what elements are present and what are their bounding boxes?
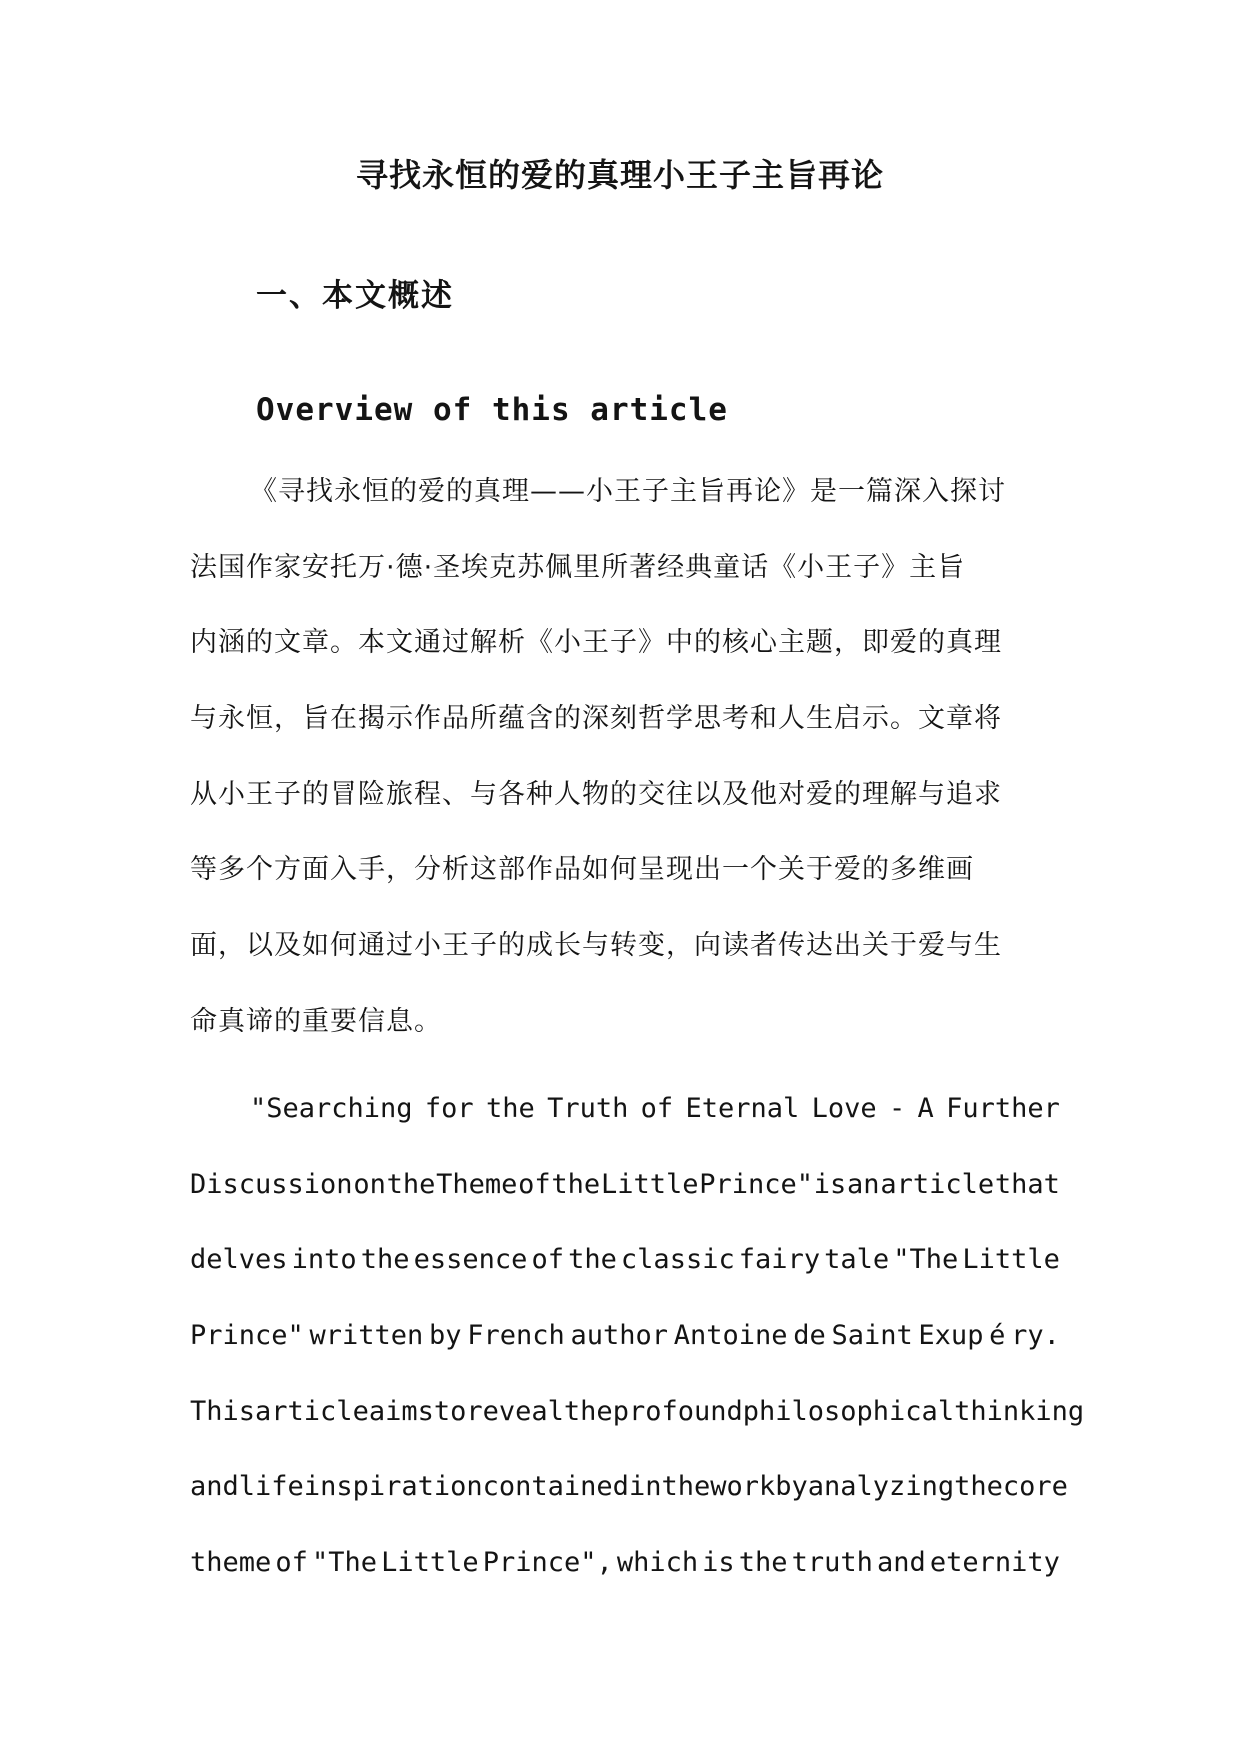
word: an — [847, 1168, 880, 1200]
word: philosophical — [742, 1395, 955, 1427]
word: Love — [811, 1093, 877, 1124]
word: reveal — [466, 1395, 564, 1427]
word: which — [616, 1547, 699, 1579]
word: eternity — [929, 1547, 1060, 1579]
word: aims — [368, 1395, 434, 1427]
word: contained — [482, 1471, 629, 1503]
word: "The — [893, 1244, 959, 1276]
word: for — [424, 1093, 474, 1124]
paragraph-line — [190, 1467, 1068, 1543]
document-title: 寻找永恒的爱的真理小王子主旨再论 — [355, 156, 884, 194]
word: Little — [962, 1244, 1060, 1276]
paragraph-line — [190, 1316, 1060, 1392]
word: is — [702, 1547, 735, 1579]
word: life — [238, 1471, 304, 1503]
word: é — [989, 1320, 1006, 1352]
word: Theme — [436, 1168, 518, 1200]
word: the — [485, 1093, 535, 1124]
word: A — [917, 1093, 934, 1124]
word: the — [386, 1168, 436, 1200]
word: and — [190, 1471, 239, 1503]
paragraph-line — [190, 1392, 1085, 1468]
word: author — [570, 1320, 669, 1352]
word: Eternal — [685, 1093, 800, 1124]
word: the — [360, 1244, 410, 1276]
word: ry. — [1011, 1320, 1060, 1352]
word: core — [1002, 1471, 1068, 1503]
paragraph-line — [190, 1089, 1060, 1165]
word: into — [291, 1244, 357, 1276]
word: to — [433, 1395, 467, 1427]
word: inspiration — [303, 1471, 483, 1503]
word: Discussion — [190, 1168, 353, 1200]
word: theme — [190, 1547, 272, 1579]
paragraph-line: 内涵的文章。本文通过解析《小王子》中的核心主题，即爱的真理 — [190, 627, 1002, 659]
word: profound — [612, 1395, 743, 1427]
word: thinking — [954, 1395, 1085, 1427]
paragraph-line: 从小王子的冒险旅程、与各种人物的交往以及他对爱的理解与追求 — [190, 778, 1002, 810]
word: fairy — [738, 1244, 821, 1276]
word: that — [994, 1168, 1060, 1200]
word: the — [563, 1395, 613, 1427]
word: written — [309, 1320, 424, 1352]
word: by — [429, 1320, 462, 1352]
paragraph-line: 面，以及如何通过小王子的成长与转变，向读者传达出关于爱与生 — [190, 930, 1002, 962]
word: Antoine — [673, 1320, 788, 1352]
paragraph-line — [190, 1165, 1060, 1241]
word: Prince" — [190, 1320, 304, 1352]
word: Little — [600, 1168, 699, 1200]
paragraph-line: 等多个方面入手，分析这部作品如何呈现出一个关于爱的多维画 — [190, 854, 974, 886]
word: Little — [381, 1547, 479, 1579]
word: article — [255, 1395, 369, 1427]
word: classic — [620, 1244, 735, 1276]
word: of — [640, 1093, 674, 1124]
word: the — [738, 1547, 788, 1579]
word: article — [880, 1168, 995, 1200]
word: of — [531, 1244, 564, 1276]
word: de — [793, 1320, 826, 1352]
word: by — [775, 1471, 808, 1503]
paragraph-line: 《寻找永恒的爱的真理——小王子主旨再论》是一篇深入探讨 — [250, 476, 1006, 507]
paragraph-line: 法国作家安托万·德·圣埃克苏佩里所著经典童话《小王子》主旨 — [190, 551, 966, 583]
word: truth — [791, 1547, 873, 1579]
word: the — [551, 1168, 601, 1200]
word: on — [353, 1168, 386, 1200]
paragraph-line: 命真谛的重要信息。 — [190, 1005, 442, 1037]
paragraph-line: 与永恒，旨在揭示作品所蕴含的深刻哲学思考和人生启示。文章将 — [190, 703, 1002, 735]
word: is — [813, 1168, 847, 1200]
paragraph-line — [190, 1240, 1060, 1316]
word: French — [467, 1320, 565, 1352]
word: Prince", — [482, 1547, 613, 1579]
word: Exup — [918, 1320, 984, 1352]
section-heading: 一、本文概述 — [256, 278, 454, 314]
word: and — [876, 1547, 926, 1579]
word: in — [628, 1471, 662, 1503]
paragraph-chinese — [190, 472, 1060, 1078]
word: Saint — [831, 1320, 913, 1352]
paragraph-english — [190, 1089, 1085, 1619]
word: "Searching — [250, 1093, 413, 1124]
word: Truth — [547, 1093, 629, 1124]
word: of — [518, 1168, 551, 1200]
word: work — [710, 1471, 776, 1503]
word: "The — [311, 1547, 377, 1579]
word: analyzing — [807, 1471, 955, 1503]
word: Further — [946, 1093, 1060, 1124]
word: - — [888, 1093, 906, 1124]
word: the — [954, 1471, 1003, 1503]
word: This — [190, 1395, 256, 1427]
word: tale — [824, 1244, 890, 1276]
section-subheading: Overview of this article — [256, 392, 728, 428]
paragraph-line — [190, 1543, 1060, 1619]
word: Prince" — [699, 1168, 814, 1200]
word: delves — [190, 1244, 288, 1276]
word: the — [661, 1471, 711, 1503]
word: the — [568, 1244, 617, 1276]
word: of — [275, 1547, 308, 1579]
word: essence — [413, 1244, 528, 1276]
